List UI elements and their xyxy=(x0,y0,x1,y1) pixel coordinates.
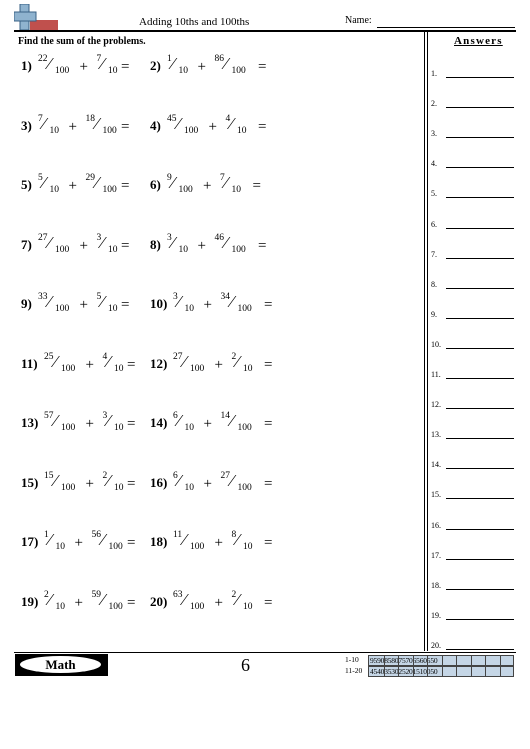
answers-title: Answers xyxy=(454,35,503,47)
subject-label: Math xyxy=(20,656,101,673)
answer-label: 18. xyxy=(431,580,441,590)
equals-sign: = xyxy=(121,59,130,75)
fraction-denominator: 10 xyxy=(231,185,241,195)
problem-number: 8) xyxy=(150,236,161,252)
fraction-numerator: 34 xyxy=(220,292,230,302)
plus-sign: + xyxy=(85,475,94,492)
fraction-numerator: 25 xyxy=(44,351,54,362)
answer-label: 11. xyxy=(431,370,441,379)
equals-sign: = xyxy=(127,356,136,373)
answer-blank-line[interactable] xyxy=(446,408,514,409)
fraction-denominator: 10 xyxy=(49,125,59,136)
fraction-slash: ⁄ xyxy=(107,351,110,371)
answer-blank-line[interactable] xyxy=(446,378,514,379)
fraction xyxy=(38,292,82,322)
answer-key-cell-divider xyxy=(384,667,385,676)
fraction-slash: ⁄ xyxy=(107,470,110,490)
fraction-denominator: 100 xyxy=(108,542,123,552)
answer-label: 16. xyxy=(431,520,441,530)
fraction-numerator: 29 xyxy=(85,173,95,183)
equals-sign: = xyxy=(121,178,130,194)
fraction xyxy=(220,411,265,441)
answer-label: 2. xyxy=(431,99,437,109)
fraction-slash: ⁄ xyxy=(177,113,180,133)
problem-number: 5) xyxy=(21,177,32,192)
fraction-slash: ⁄ xyxy=(183,589,186,609)
equals-sign: = xyxy=(121,237,130,254)
answer-key-cell-divider xyxy=(442,667,443,676)
fraction-numerator: 7 xyxy=(96,54,102,64)
fraction-numerator: 4 xyxy=(102,351,108,362)
fraction-denominator: 10 xyxy=(55,542,65,552)
fraction-denominator: 10 xyxy=(184,482,194,493)
fraction xyxy=(44,411,88,441)
answer-key-cell-divider xyxy=(471,656,472,665)
fraction-numerator: 1 xyxy=(44,530,49,540)
fraction-denominator: 100 xyxy=(184,125,199,136)
answer-blank-line[interactable] xyxy=(446,318,514,319)
fraction-denominator: 10 xyxy=(184,304,194,314)
fraction-numerator: 57 xyxy=(44,411,54,421)
plus-sign: + xyxy=(68,178,77,194)
fraction-denominator: 100 xyxy=(237,482,252,493)
plus-sign: + xyxy=(208,118,217,135)
fraction xyxy=(214,54,259,84)
answer-label: 19. xyxy=(431,610,441,620)
answer-blank-line[interactable] xyxy=(446,438,514,439)
problem-number: 6) xyxy=(150,177,161,192)
fraction-numerator: 3 xyxy=(167,232,172,243)
fraction-numerator: 5 xyxy=(96,292,102,302)
fraction-denominator: 100 xyxy=(102,185,117,195)
answer-key-cell-divider xyxy=(500,667,501,676)
answer-blank-line[interactable] xyxy=(446,197,514,198)
fraction-numerator: 2 xyxy=(44,589,49,600)
equals-sign: = xyxy=(264,356,273,373)
fraction-slash: ⁄ xyxy=(101,530,105,549)
answer-key-cell-divider xyxy=(442,656,443,665)
problem-number: 9) xyxy=(21,296,32,311)
fraction-denominator: 10 xyxy=(243,542,253,552)
fraction xyxy=(44,470,88,501)
answer-key-range: 1-10 xyxy=(345,655,359,664)
fraction-slash: ⁄ xyxy=(177,470,181,490)
instructions: Find the sum of the problems. xyxy=(18,36,146,47)
fraction-slash: ⁄ xyxy=(95,113,99,133)
fraction-slash: ⁄ xyxy=(54,351,57,371)
problem-number: 18) xyxy=(150,534,168,549)
fraction-numerator: 2 xyxy=(231,351,237,362)
fraction-denominator: 100 xyxy=(61,363,76,374)
answer-blank-line[interactable] xyxy=(446,107,514,108)
answer-label: 4. xyxy=(431,159,437,169)
problem-number: 15) xyxy=(21,474,39,490)
plus-sign: + xyxy=(203,475,212,492)
fraction-denominator: 10 xyxy=(49,185,59,195)
fraction-numerator: 86 xyxy=(214,54,224,64)
fraction-slash: ⁄ xyxy=(48,589,52,609)
answer-key-cell-divider xyxy=(471,667,472,676)
fraction-denominator: 100 xyxy=(55,244,70,255)
fraction xyxy=(96,292,141,322)
name-field-line xyxy=(377,27,515,28)
fraction xyxy=(173,351,217,382)
fraction-slash: ⁄ xyxy=(236,351,239,371)
equals-sign: = xyxy=(264,297,273,313)
fraction-numerator: 9 xyxy=(167,173,172,183)
problem-number: 2) xyxy=(150,58,161,73)
fraction-slash: ⁄ xyxy=(42,113,46,133)
answer-label: 15. xyxy=(431,490,441,500)
fraction-numerator: 4 xyxy=(225,113,231,124)
fraction-denominator: 10 xyxy=(114,482,124,493)
fraction-slash: ⁄ xyxy=(42,173,46,192)
fraction-denominator: 10 xyxy=(243,363,253,374)
fraction-slash: ⁄ xyxy=(48,530,52,549)
problem-number: 12) xyxy=(150,355,168,371)
fraction-numerator: 3 xyxy=(173,292,178,302)
answer-blank-line[interactable] xyxy=(446,258,514,259)
fraction-denominator: 100 xyxy=(237,304,252,314)
footer-divider xyxy=(14,652,516,653)
fraction-denominator: 10 xyxy=(108,66,118,76)
fraction-slash: ⁄ xyxy=(230,470,234,490)
plus-sign: + xyxy=(74,594,83,611)
fraction xyxy=(173,530,217,560)
problem-number: 10) xyxy=(150,296,168,311)
fraction-slash: ⁄ xyxy=(107,411,110,430)
fraction xyxy=(102,470,147,501)
fraction-slash: ⁄ xyxy=(177,292,181,311)
problem-number: 16) xyxy=(150,474,168,490)
equals-sign: = xyxy=(127,594,136,611)
problem-number: 20) xyxy=(150,593,168,609)
fraction-numerator: 27 xyxy=(220,470,230,481)
fraction-slash: ⁄ xyxy=(171,232,175,252)
answer-label: 1. xyxy=(431,69,437,78)
fraction xyxy=(102,411,147,441)
plus-sign: + xyxy=(74,535,83,551)
plus-sign: + xyxy=(79,59,88,75)
fraction-slash: ⁄ xyxy=(236,589,239,609)
answer-label: 7. xyxy=(431,249,437,259)
fraction-numerator: 11 xyxy=(173,530,183,540)
fraction-slash: ⁄ xyxy=(230,113,233,133)
problem-number: 1) xyxy=(21,58,32,73)
fraction-denominator: 100 xyxy=(231,66,246,76)
answer-key-cell-divider xyxy=(413,656,414,665)
fraction-slash: ⁄ xyxy=(224,232,228,252)
fraction xyxy=(96,54,141,84)
problem-number: 7) xyxy=(21,236,32,252)
fraction-numerator: 1 xyxy=(167,54,172,64)
answer-label: 20. xyxy=(431,640,441,650)
fraction-denominator: 100 xyxy=(190,363,205,374)
fraction-numerator: 7 xyxy=(220,173,225,183)
fraction-slash: ⁄ xyxy=(171,173,175,192)
answer-key-cell-divider xyxy=(500,656,501,665)
answer-label: 12. xyxy=(431,400,441,410)
fraction-numerator: 46 xyxy=(214,232,224,243)
fraction-slash: ⁄ xyxy=(230,292,234,311)
equals-sign: = xyxy=(264,594,273,611)
fraction-denominator: 10 xyxy=(178,244,188,255)
fraction-slash: ⁄ xyxy=(171,54,175,73)
plus-sign: + xyxy=(68,118,77,135)
fraction-numerator: 14 xyxy=(220,411,230,421)
fraction xyxy=(44,351,88,382)
header-divider xyxy=(14,30,516,32)
fraction-slash: ⁄ xyxy=(48,292,51,311)
answer-key-cell-divider xyxy=(398,667,399,676)
equals-sign: = xyxy=(264,475,273,492)
answer-blank-line[interactable] xyxy=(446,589,514,590)
fraction-slash: ⁄ xyxy=(224,173,228,192)
plus-sign: + xyxy=(85,356,94,373)
answer-key-cell-divider xyxy=(384,656,385,665)
plus-sign: + xyxy=(214,594,223,611)
answer-key-range: 11-20 xyxy=(345,666,363,675)
equals-sign: = xyxy=(264,416,273,432)
fraction-slash: ⁄ xyxy=(177,411,181,430)
answer-key-cell-divider xyxy=(485,667,486,676)
fraction xyxy=(167,113,211,144)
plus-sign: + xyxy=(214,356,223,373)
plus-sign: + xyxy=(197,237,206,254)
answer-key-values: 9590858075706560550 xyxy=(370,656,438,665)
equals-sign: = xyxy=(121,118,130,135)
equals-sign: = xyxy=(127,475,136,492)
fraction-numerator: 2 xyxy=(231,589,237,600)
answer-column-divider xyxy=(424,31,425,651)
plus-sign: + xyxy=(85,416,94,432)
answer-key-values: 4540353025201510050 xyxy=(370,667,438,676)
answer-blank-line[interactable] xyxy=(446,348,514,349)
fraction xyxy=(220,292,265,322)
fraction-denominator: 10 xyxy=(114,363,124,374)
fraction-slash: ⁄ xyxy=(48,54,51,73)
answer-blank-line[interactable] xyxy=(446,498,514,499)
fraction-numerator: 15 xyxy=(44,470,54,481)
fraction-slash: ⁄ xyxy=(236,530,239,549)
fraction-denominator: 10 xyxy=(184,423,194,433)
fraction-slash: ⁄ xyxy=(183,351,186,371)
fraction-slash: ⁄ xyxy=(101,232,104,252)
fraction-numerator: 27 xyxy=(38,232,48,243)
problem-number: 17) xyxy=(21,534,39,549)
answer-label: 8. xyxy=(431,279,437,289)
plus-sign: + xyxy=(79,237,88,254)
answer-label: 17. xyxy=(431,550,441,560)
answer-blank-line[interactable] xyxy=(446,288,514,289)
fraction-numerator: 63 xyxy=(173,589,183,600)
plus-sign: + xyxy=(214,535,223,551)
answer-column-divider-inner xyxy=(427,31,428,651)
fraction xyxy=(38,54,82,84)
answer-key-cell-divider xyxy=(413,667,414,676)
fraction-numerator: 18 xyxy=(85,113,95,124)
fraction-denominator: 100 xyxy=(61,482,76,493)
fraction-denominator: 10 xyxy=(108,304,118,314)
fraction-denominator: 10 xyxy=(55,601,65,612)
equals-sign: = xyxy=(258,237,267,254)
equals-sign: = xyxy=(127,535,136,551)
answer-key-cell-divider xyxy=(485,656,486,665)
answer-blank-line[interactable] xyxy=(446,559,514,560)
answer-key-cell-divider xyxy=(456,656,457,665)
equals-sign: = xyxy=(121,297,130,313)
fraction-denominator: 10 xyxy=(178,66,188,76)
fraction-slash: ⁄ xyxy=(54,411,57,430)
fraction xyxy=(220,470,265,501)
answer-blank-line[interactable] xyxy=(446,167,514,168)
fraction xyxy=(102,351,147,382)
answer-blank-line[interactable] xyxy=(446,77,514,78)
answer-key-grid xyxy=(368,666,514,677)
fraction-numerator: 22 xyxy=(38,54,48,64)
fraction-slash: ⁄ xyxy=(95,173,99,192)
plus-sign: + xyxy=(203,416,212,432)
fraction-numerator: 3 xyxy=(102,411,108,421)
plus-sign: + xyxy=(203,297,212,313)
fraction-denominator: 100 xyxy=(237,423,252,433)
fraction-slash: ⁄ xyxy=(224,54,228,73)
equals-sign: = xyxy=(252,178,261,194)
answer-blank-line[interactable] xyxy=(446,619,514,620)
fraction xyxy=(96,232,141,263)
fraction-slash: ⁄ xyxy=(230,411,234,430)
answer-blank-line[interactable] xyxy=(446,137,514,138)
answer-key-grid xyxy=(368,655,514,666)
fraction-slash: ⁄ xyxy=(101,292,104,311)
plus-sign: + xyxy=(79,297,88,313)
fraction-denominator: 100 xyxy=(61,423,76,433)
fraction-numerator: 6 xyxy=(173,470,178,481)
fraction-denominator: 100 xyxy=(178,185,193,195)
fraction xyxy=(38,232,82,263)
answer-label: 13. xyxy=(431,430,441,440)
answer-key-cell-divider xyxy=(456,667,457,676)
fraction-denominator: 100 xyxy=(190,601,205,612)
page-number: 6 xyxy=(241,655,250,675)
worksheet-title: Adding 10ths and 100ths xyxy=(139,16,250,28)
answer-label: 10. xyxy=(431,339,441,349)
fraction-numerator: 7 xyxy=(38,113,43,124)
problem-number: 4) xyxy=(150,117,161,133)
fraction-numerator: 59 xyxy=(91,589,101,600)
fraction-slash: ⁄ xyxy=(183,530,186,549)
problem-number: 19) xyxy=(21,593,39,609)
fraction-denominator: 10 xyxy=(108,244,118,255)
fraction-denominator: 10 xyxy=(114,423,124,433)
fraction xyxy=(173,589,217,620)
plus-sign: + xyxy=(203,178,212,194)
answer-blank-line[interactable] xyxy=(446,468,514,469)
fraction-denominator: 10 xyxy=(237,125,247,136)
name-label: Name: xyxy=(345,15,372,26)
answer-label: 9. xyxy=(431,309,437,319)
equals-sign: = xyxy=(127,416,136,432)
fraction-numerator: 6 xyxy=(173,411,178,421)
fraction-numerator: 8 xyxy=(231,530,237,540)
plus-sign: + xyxy=(197,59,206,75)
fraction-slash: ⁄ xyxy=(54,470,57,490)
fraction-numerator: 2 xyxy=(102,470,108,481)
equals-sign: = xyxy=(258,59,267,75)
fraction-numerator: 3 xyxy=(96,232,102,243)
fraction xyxy=(214,232,259,263)
equals-sign: = xyxy=(258,118,267,135)
answer-key-cell-divider xyxy=(427,656,428,665)
answer-blank-line[interactable] xyxy=(446,228,514,229)
fraction-denominator: 100 xyxy=(231,244,246,255)
problem-number: 13) xyxy=(21,415,39,430)
answer-key-cell-divider xyxy=(398,656,399,665)
fraction-slash: ⁄ xyxy=(48,232,51,252)
answer-label: 6. xyxy=(431,219,437,229)
fraction-denominator: 100 xyxy=(190,542,205,552)
fraction-numerator: 5 xyxy=(38,173,43,183)
fraction-denominator: 100 xyxy=(55,304,70,314)
answer-label: 3. xyxy=(431,129,437,139)
subject-badge xyxy=(15,654,108,676)
fraction-slash: ⁄ xyxy=(101,54,104,73)
answer-key-cell-divider xyxy=(427,667,428,676)
problem-number: 11) xyxy=(21,355,38,371)
fraction-denominator: 100 xyxy=(102,125,117,136)
fraction-numerator: 56 xyxy=(91,530,101,540)
answer-label: 5. xyxy=(431,189,437,199)
problem-number: 3) xyxy=(21,117,32,133)
answer-blank-line[interactable] xyxy=(446,649,514,650)
fraction-denominator: 100 xyxy=(108,601,123,612)
fraction-numerator: 33 xyxy=(38,292,48,302)
fraction-denominator: 10 xyxy=(243,601,253,612)
equals-sign: = xyxy=(264,535,273,551)
answer-label: 14. xyxy=(431,460,441,470)
worksheet-logo-icon xyxy=(14,4,60,32)
fraction-numerator: 27 xyxy=(173,351,183,362)
answer-blank-line[interactable] xyxy=(446,529,514,530)
problem-number: 14) xyxy=(150,415,168,430)
fraction-slash: ⁄ xyxy=(101,589,105,609)
fraction-numerator: 45 xyxy=(167,113,177,124)
fraction-denominator: 100 xyxy=(55,66,70,76)
